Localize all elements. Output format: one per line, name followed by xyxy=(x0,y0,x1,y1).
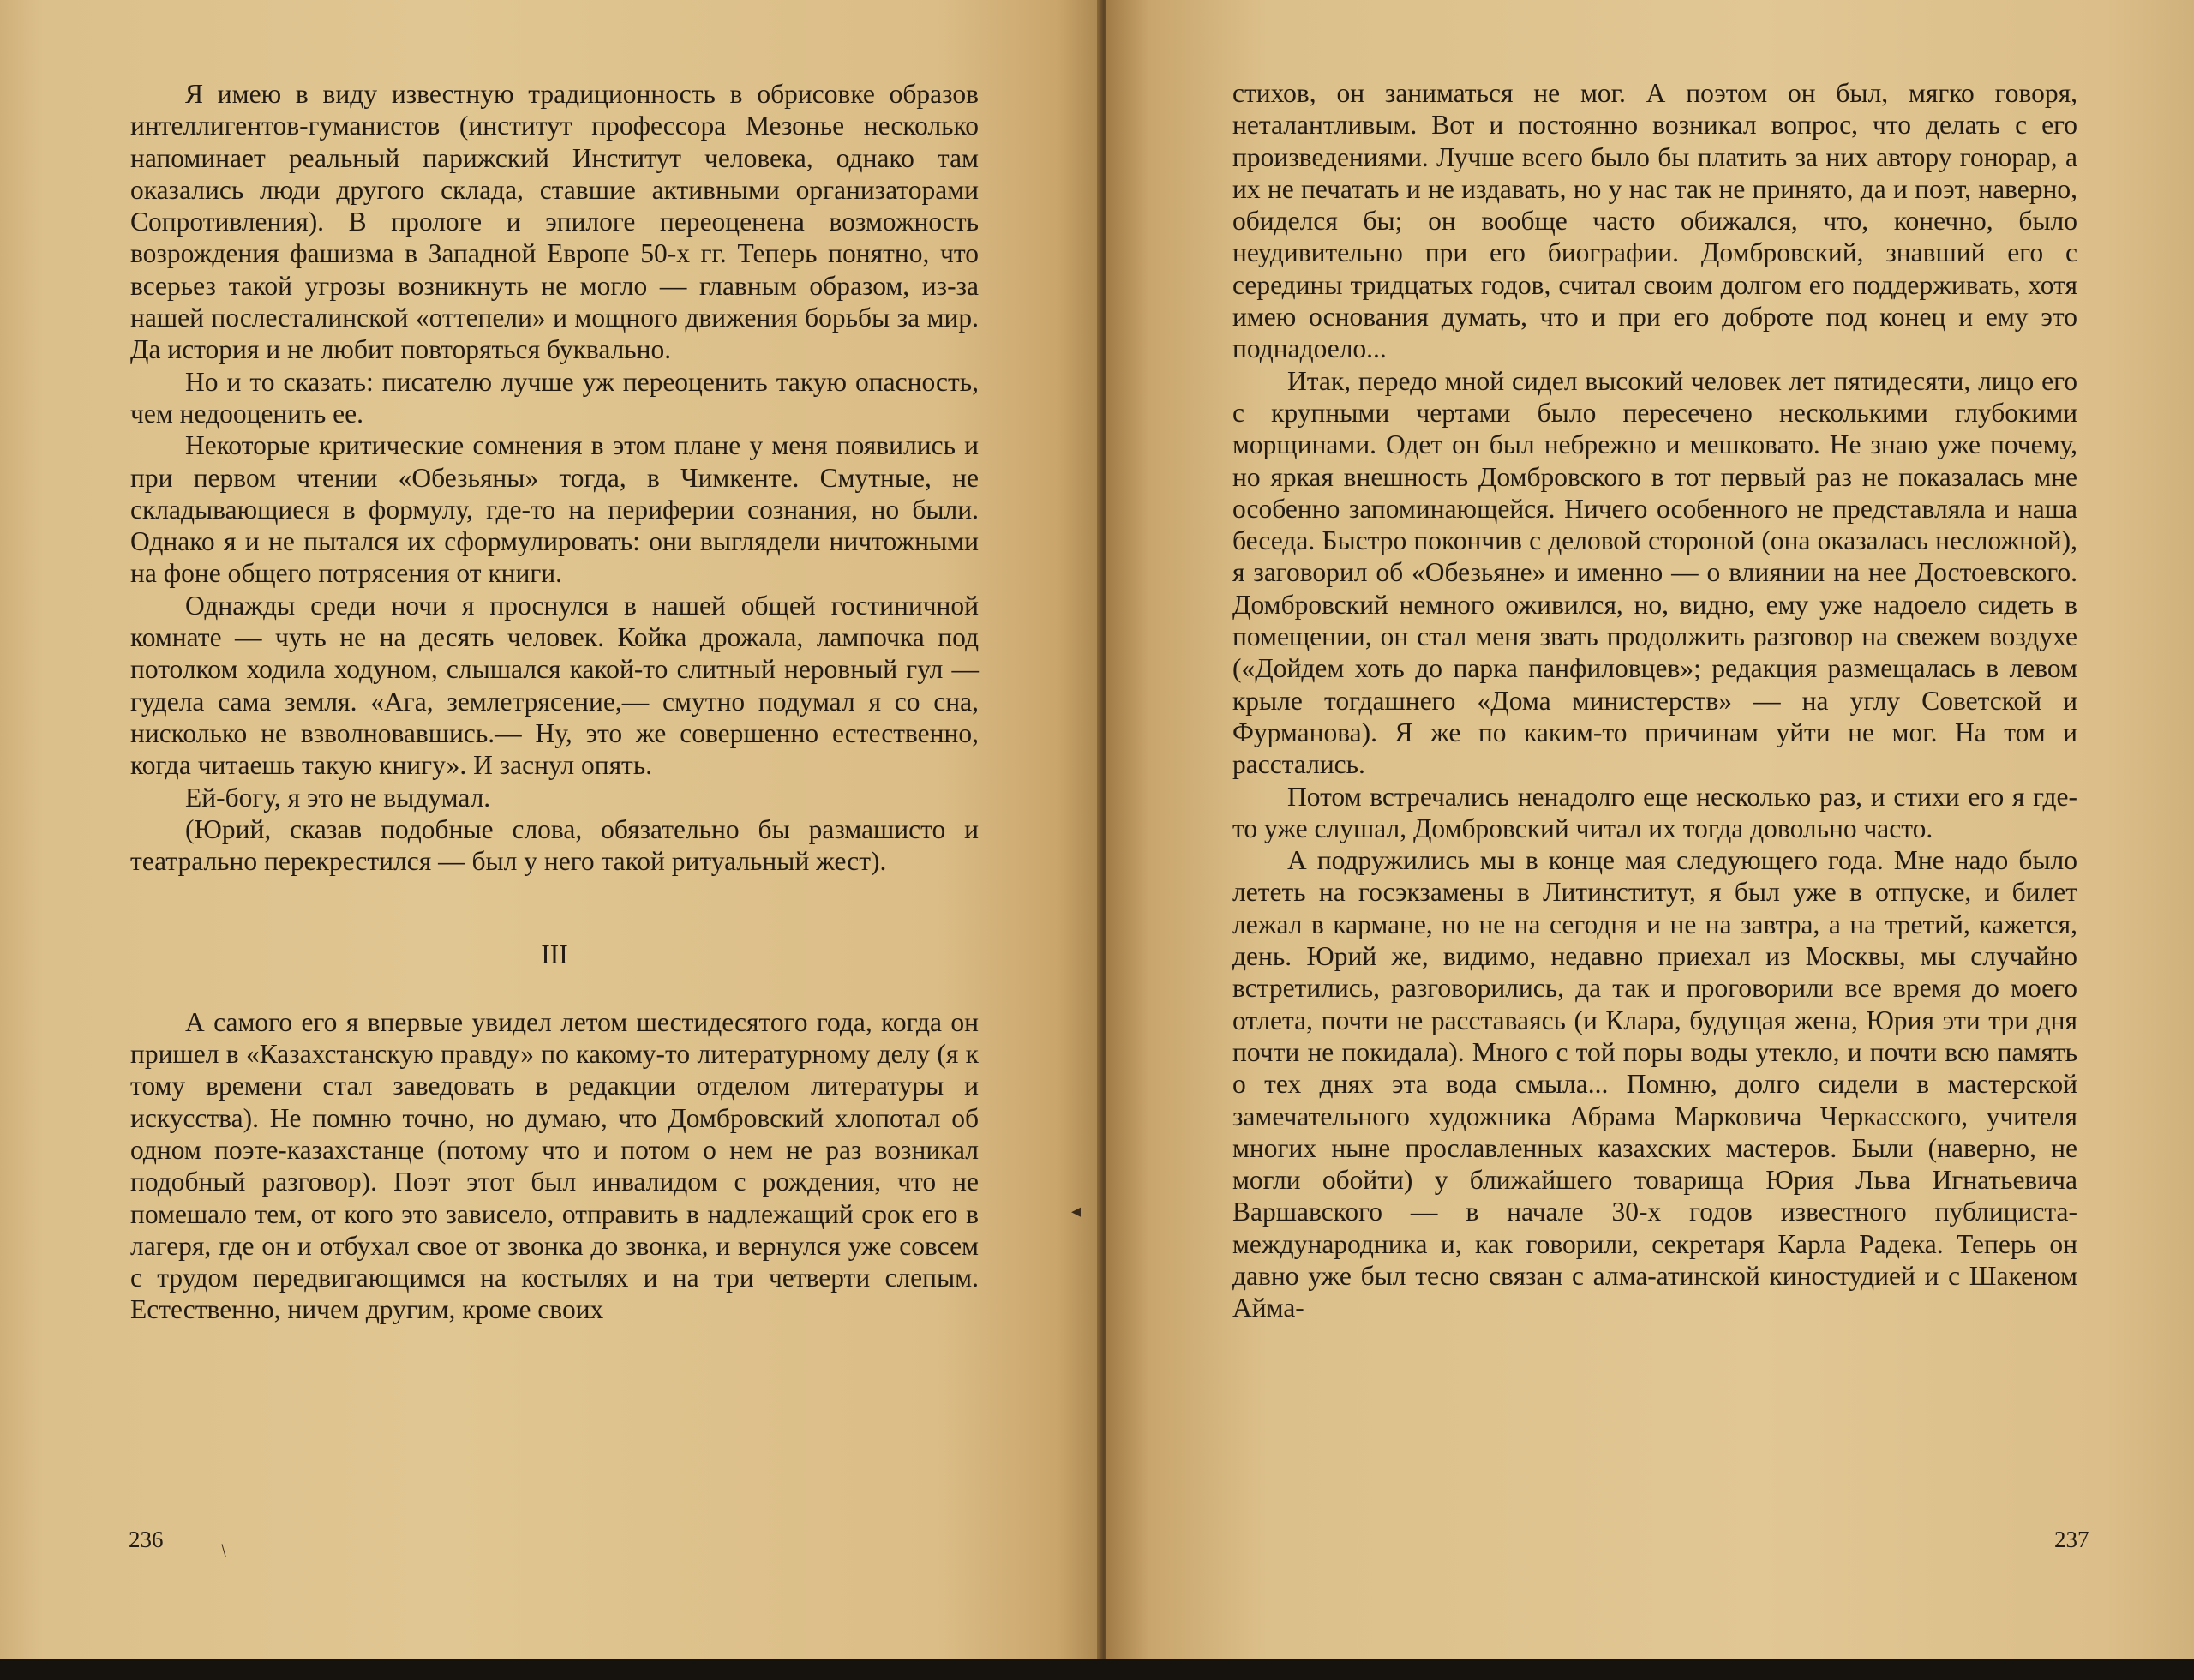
paragraph-continuation: стихов, он заниматься не мог. А поэтом он был, мягко говоря, неталантливым. Вот и постоянно возникал вопрос, что делать с его произведениями. Лучше всего было бы платить за них автору гонорар, а их не печатать и не издавать, но у нас так не принято, да и поэт, наверно, обиделся бы; он вообще часто обижался, что, конечно, было неудивительно при его биографии. Домбровский, знавший его с середины тридцатых годов, считал своим долгом его поддерживать, хотя имею основания думать, что и при его доброте под конец и ему это поднадоело... xyxy=(1232,78,2077,364)
paragraph: Однажды среди ночи я проснулся в нашей общей гостиничной комнате — чуть не на десять человек. Койка дрожала, лампочка под потолком ходила ходуном, слышался какой-то слитный неровный гул — гудела сама земля. «Ага, землетрясение,— смутно подумал я со сна, нисколько не взволновавшись.— Ну, это же совершенно естественно, когда читаешь такую книгу». И заснул опять. xyxy=(130,590,979,781)
chapter-number: III xyxy=(541,939,568,970)
pencil-mark-icon: / xyxy=(215,1539,232,1561)
paragraph: (Юрий, сказав подобные слова, обязательно бы размашисто и театрально перекрестился — был у него такой ритуальный жест). xyxy=(130,813,979,877)
right-page-text xyxy=(1232,77,2077,1324)
paragraph: Я имею в виду известную традиционность в обрисовке образов интеллигентов-гуманистов (институт профессора Мезонье несколько напоминает реальный парижский Институт человека, однако там оказались люди другого склада, ставшие активными организаторами Сопротивления). В прологе и эпилоге переоценена возможность возрождения фашизма в Западной Европе 50-х гг. Теперь понятно, что всерьез такой угрозы возникнуть не могло — главным образом, из-за нашей послесталинской «оттепели» и мощного движения борьбы за мир. Да история и не любит повторяться буквально. xyxy=(130,79,979,365)
ink-mark-icon: ◂ xyxy=(1071,1200,1082,1221)
right-page xyxy=(1071,0,2194,1659)
paragraph: А самого его я впервые увидел летом шестидесятого года, когда он пришел в «Казахстанскую правду» по какому-то литературному делу (я к тому времени стал заведовать в редакции отделом литературы и искусства). Не помню точно, но думаю, что Домбровский хлопотал об одном поэте-казахстанце (потому что и потом о нем не раз возникал подобный разговор). Поэт этот был инвалидом с рождения, что не помешало тем, от кого это зависело, отправить в надлежащий срок его в лагеря, где он и отбухал свое от звонка до звонка, и вернулся уже совсем с трудом передвигающимся на костылях и на три четверти слепым. Естественно, ничем другим, кроме своих xyxy=(130,1006,979,1325)
paragraph: Итак, передо мной сидел высокий человек лет пятидесяти, лицо его с крупными чертами было пересечено несколькими глубокими морщинами. Одет он был небрежно и мешковато. Не знаю уже почему, но яркая внешность Домбровского в тот первый раз не показалась мне особенно запоминающейся. Ничего особенного не представляла и наша беседа. Быстро покончив с деловой стороной (она оказалась несложной), я заговорил об «Обезьяне» и именно — о влиянии на нее Достоевского. Домбровский немного оживился, но, видно, ему уже надоело сидеть в помещении, он стал меня звать продолжить разговор на свежем воздухе («Дойдем хоть до парка панфиловцев»; редакция размещалась в левом крыле тогдашнего «Дома министерств» — на углу Советской и Фурманова). Я же по каким-то причинам уйти не мог. На том и расстались. xyxy=(1232,365,2077,780)
paragraph: А подружились мы в конце мая следующего года. Мне надо было лететь на госэкзамены в Литинститут, я был уже в отпуске, и билет лежал в кармане, но не на сегодня и не на завтра, а на третий, кажется, день. Юрий же, видимо, недавно приехал из Москвы, мы случайно встретились, разговорились, да так и проговорили все время до моего отлета, почти не расставаясь (и Клара, будущая жена, Юрия эти три дня почти не покидала). Много с той поры воды утекло, и почти всю память о тех днях эта вода смыла... Помню, долго сидели в мастерской замечательного художника Абрама Марковича Черкасского, учителя многих ныне прославленных казахских мастеров. Были (наверно, не могли обойти) у ближайшего товарища Юрия Льва Игнатьевича Варшавского — в начале 30-х годов известного публициста-международника и, как говорили, секретаря Карла Радека. Теперь он давно уже был тесно связан с алма-атинской киностудией и с Шакеном Айма- xyxy=(1232,845,2077,1323)
left-page xyxy=(0,0,1102,1659)
paragraph: Но и то сказать: писателю лучше уж переоценить такую опасность, чем недооценить ее. xyxy=(130,366,979,429)
page-number: 237 xyxy=(2054,1527,2089,1552)
paragraph: Некоторые критические сомнения в этом плане у меня появились и при первом чтении «Обезьяны» тогда, в Чимкенте. Смутные, не складывающиеся в формулу, где-то на периферии сознания, но были. Однако я и не пытался их сформулировать: они выглядели ничтожными на фоне общего потрясения от книги. xyxy=(130,430,979,589)
scan-edge xyxy=(0,1659,2194,1680)
left-page-text xyxy=(130,78,979,1326)
paragraph: Ей-богу, я это не выдумал. xyxy=(185,782,491,813)
paragraph: Потом встречались ненадолго еще несколько раз, и стихи его я где-то уже слушал, Домбровский читал их тогда довольно часто. xyxy=(1232,781,2077,843)
page-number: 236 xyxy=(129,1527,164,1552)
